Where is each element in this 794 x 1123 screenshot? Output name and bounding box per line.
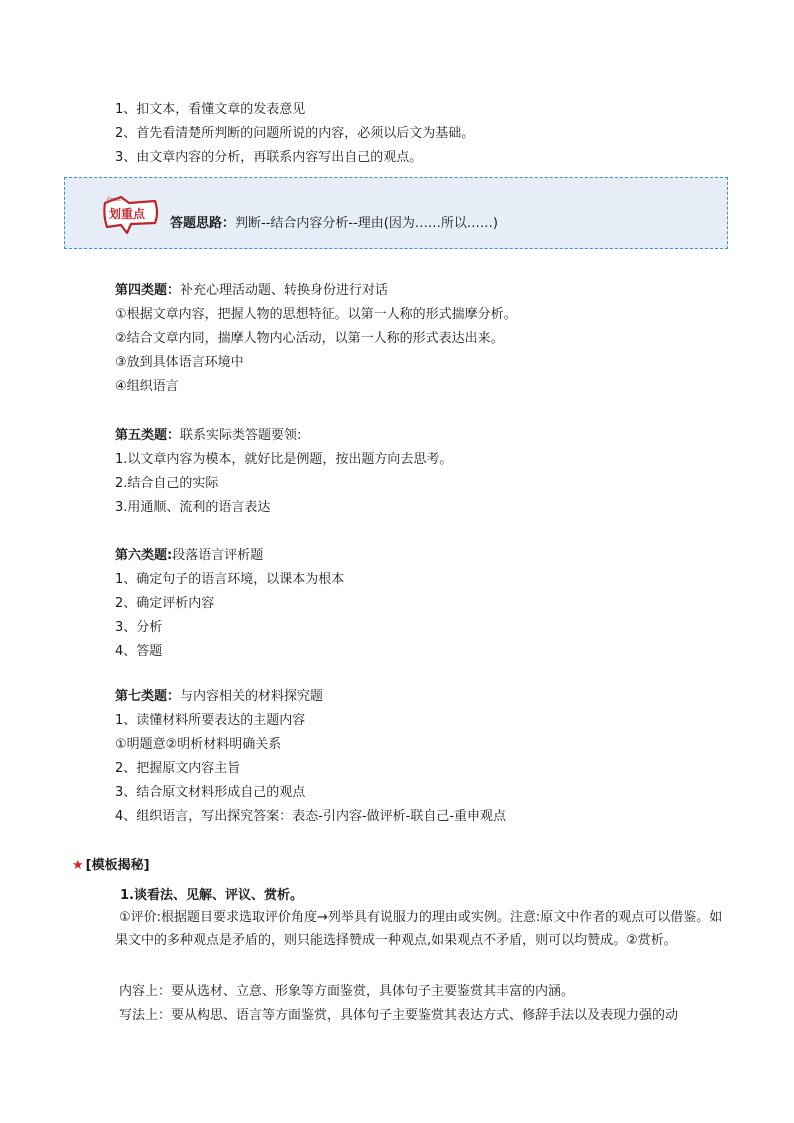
section6-title-label: 第六类题:: [115, 548, 173, 563]
section6-item: 2、确定评析内容: [115, 596, 215, 611]
section4-title: [115, 282, 388, 300]
template-sub-heading: 1.谈看法、见解、评议、赏析。: [120, 888, 303, 903]
section5-title-rest: 联系实际类答题要领:: [180, 428, 302, 443]
key-point-content: 判断--结合内容分析--理由(因为……所以……): [235, 216, 498, 231]
section6-item: 4、答题: [115, 644, 163, 659]
section6-item: 1、确定句子的语言环境，以课本为根本: [115, 572, 345, 587]
section5-title: [115, 427, 301, 445]
section7-item: 1、读懂材料所要表达的主题内容: [115, 713, 306, 728]
intro-line-3: 3、由文章内容的分析，再联系内容写出自己的观点。: [115, 150, 423, 165]
section4-item: ②结合文章内同，揣摩人物内心活动，以第一人称的形式表达出来。: [115, 331, 504, 346]
section4-title-rest: 补充心理活动题、转换身份进行对话: [180, 283, 389, 298]
badge-text: 划重点: [109, 207, 146, 221]
section4-item: ④组织语言: [115, 379, 179, 394]
section5-item: 2.结合自己的实际: [115, 476, 219, 491]
section7-item: 2、把握原文内容主旨: [115, 761, 241, 776]
template-heading: [72, 857, 150, 875]
key-point-badge-icon: [99, 193, 161, 235]
section6-title-rest: 段落语言评析题: [172, 548, 264, 563]
section4-item: ①根据文章内容，把握人物的思想特征。以第一人称的形式揣摩分析。: [115, 307, 517, 322]
template-paragraph-1: ①评价:根据题目要求选取评价角度→列举具有说服力的理由或实例。注意:原文中作者的观点可以借鉴。如果文中的多种观点是矛盾的，则只能选择赞成一种观点,如果观点不矛盾，则可以均赞成。②赏析。: [115, 910, 723, 948]
badge-subtext: Great: [107, 197, 122, 203]
section6-item: 3、分析: [115, 620, 163, 635]
section7-item: 4、组织语言，写出探究答案：表态-引内容-做评析-联自己-重申观点: [115, 809, 507, 824]
section7-item: ①明题意②明析材料明确关系: [115, 737, 282, 752]
section7-title-label: 第七类题：: [115, 689, 181, 704]
section5-item: 3.用通顺、流利的语言表达: [115, 500, 271, 515]
template-heading-text: [模板揭秘]: [85, 858, 150, 873]
key-point-label: 答题思路：: [170, 216, 236, 231]
intro-line-1: 1、扣文本，看懂文章的发表意见: [115, 102, 306, 117]
template-paragraph-2: 内容上：要从选材、立意、形象等方面鉴赏，具体句子主要鉴赏其丰富的内涵。: [119, 984, 575, 999]
key-point-text: [170, 215, 498, 233]
template-paragraph-3: 写法上：要从构思、语言等方面鉴赏，具体句子主要鉴赏其表达方式、修辞手法以及表现力强的动: [119, 1008, 679, 1023]
intro-line-2: 2、首先看清楚所判断的问题所说的内容，必须以后文为基础。: [115, 126, 475, 141]
star-icon: ★: [72, 858, 84, 873]
section7-title-rest: 与内容相关的材料探究题: [180, 689, 324, 704]
section5-item: 1.以文章内容为模本，就好比是例题，按出题方向去思考。: [115, 452, 453, 467]
section7-item: 3、结合原文材料形成自己的观点: [115, 785, 306, 800]
section7-title: [115, 688, 323, 706]
section4-title-label: 第四类题：: [115, 283, 181, 298]
section4-item: ③放到具体语言环境中: [115, 355, 244, 370]
key-point-box: [64, 177, 728, 249]
section5-title-label: 第五类题：: [115, 428, 181, 443]
section6-title: [115, 547, 263, 565]
